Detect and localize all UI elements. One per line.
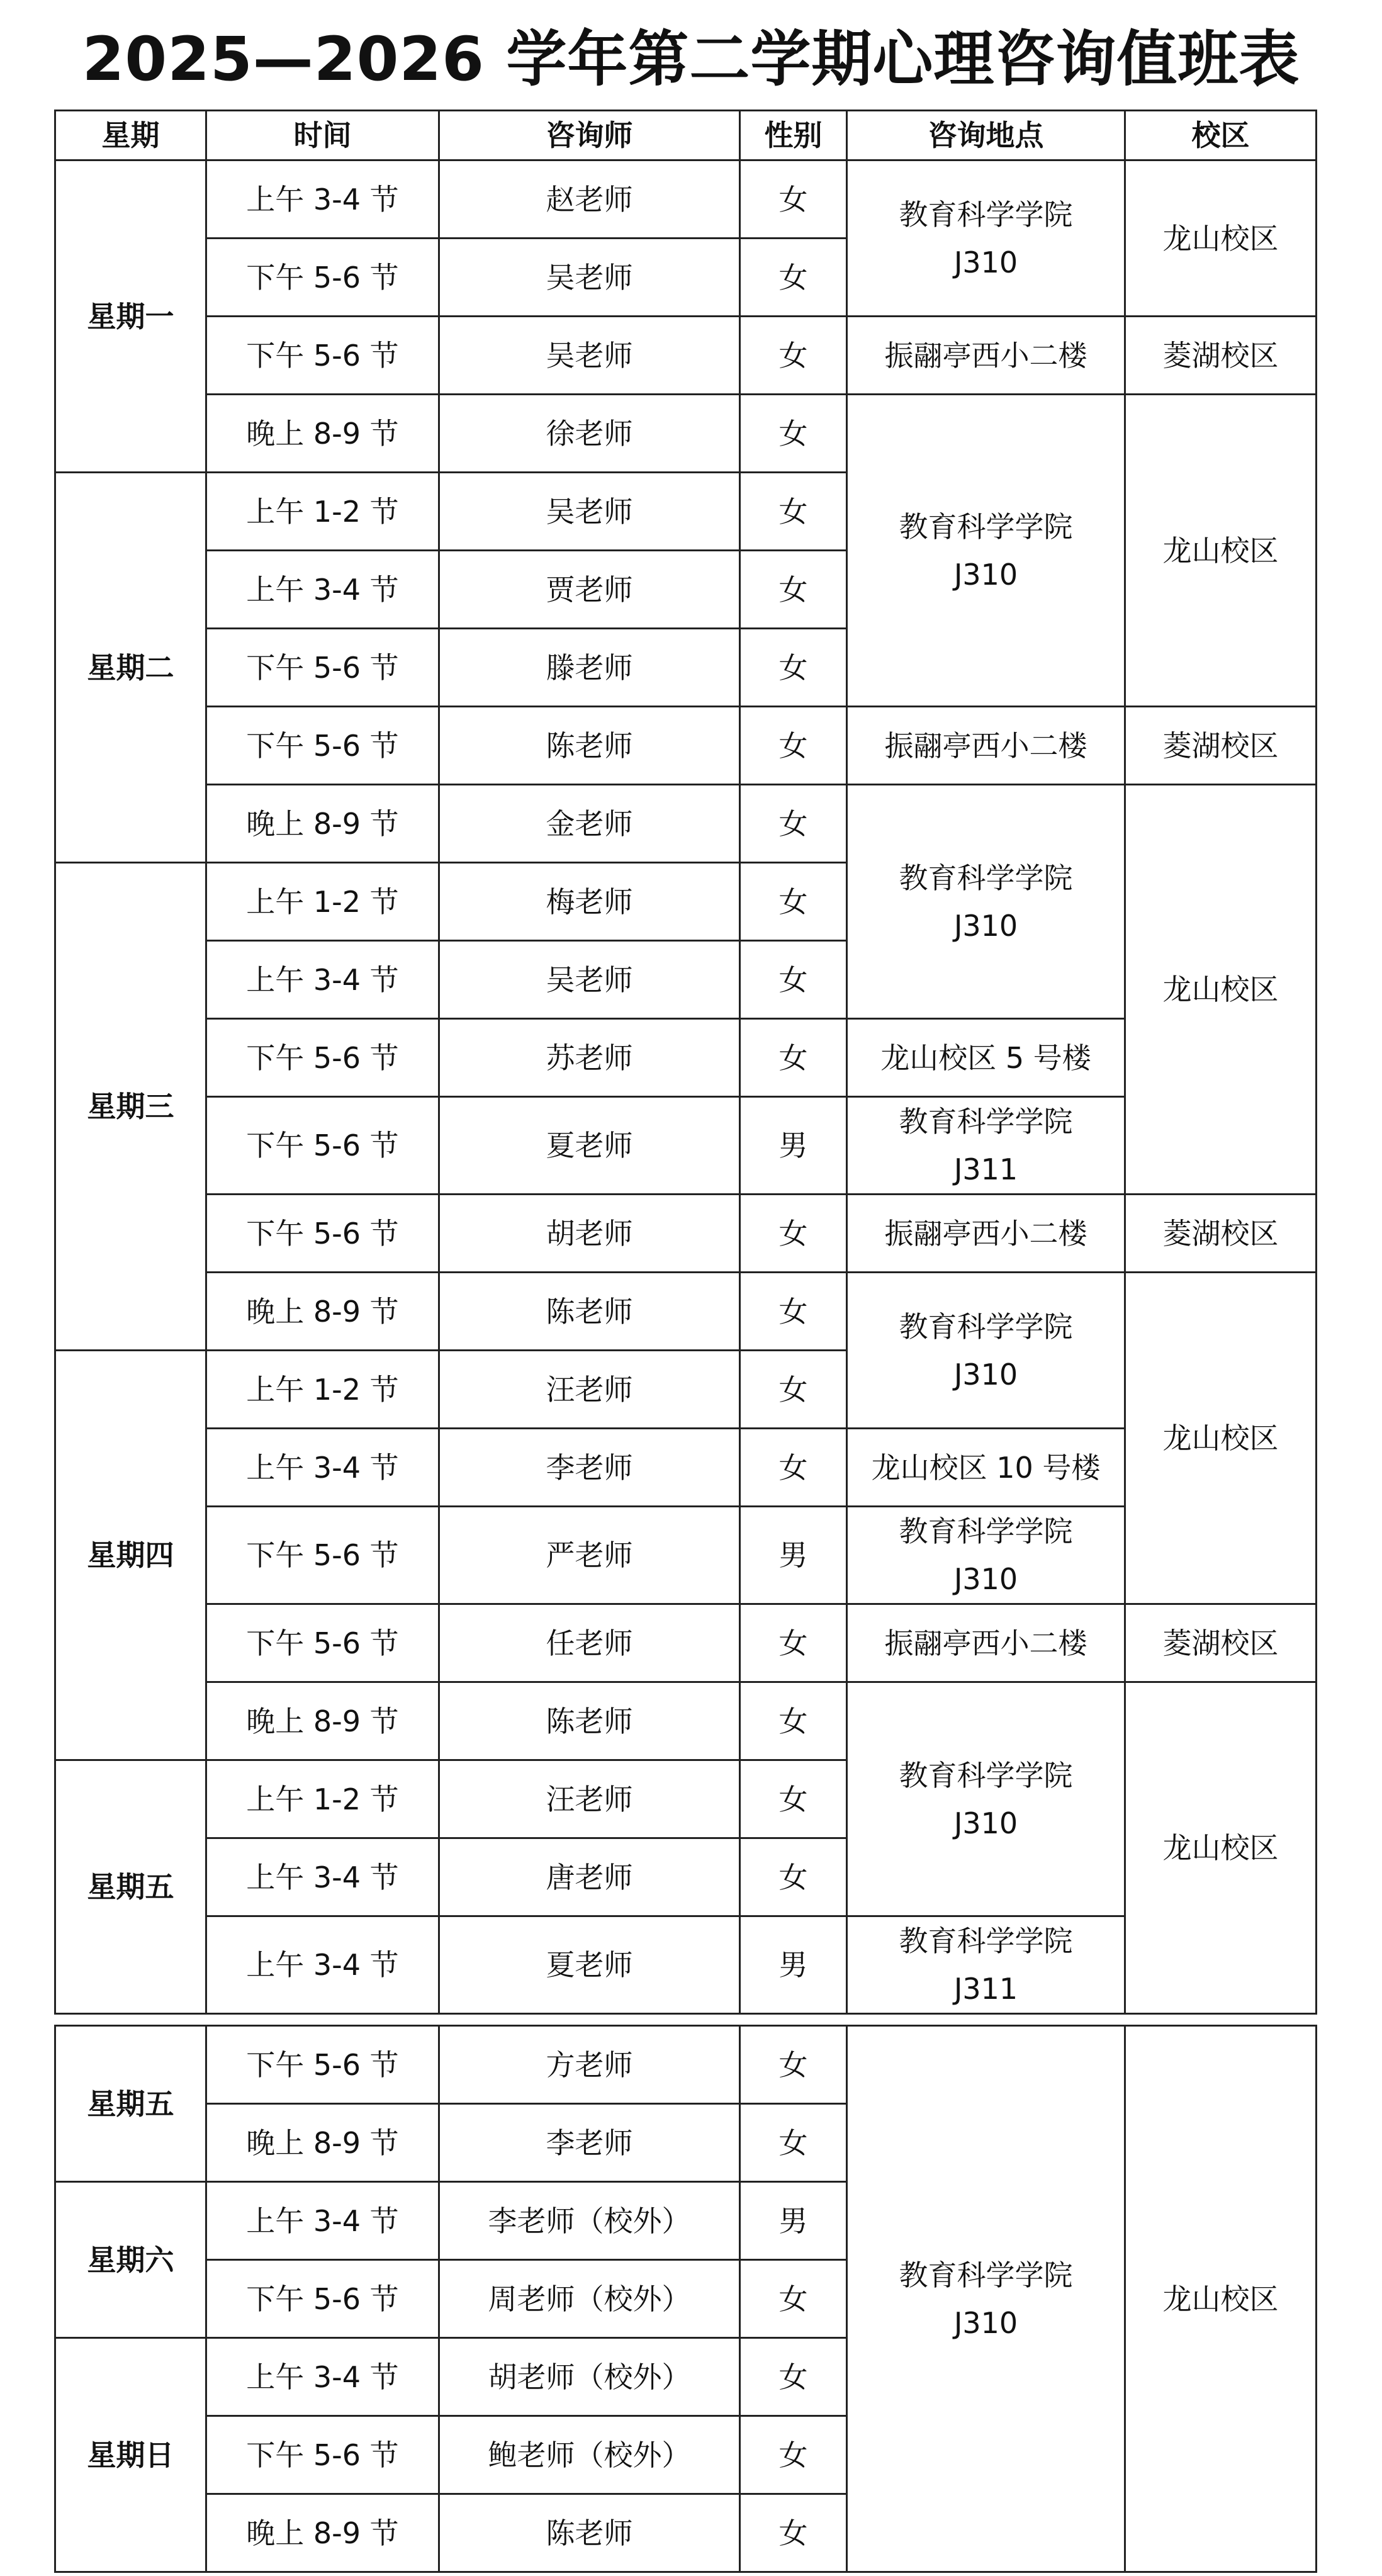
gender-cell: 女 xyxy=(740,941,847,1019)
campus-cell: 菱湖校区 xyxy=(1125,1604,1317,1682)
gender-cell: 女 xyxy=(740,2104,847,2182)
counselor-cell: 胡老师 xyxy=(439,1195,740,1273)
counselor-cell: 唐老师 xyxy=(439,1838,740,1916)
gender-cell: 女 xyxy=(740,1604,847,1682)
location-cell: 振翮亭西小二楼 xyxy=(847,317,1125,395)
time-cell: 下午 5-6 节 xyxy=(206,1195,439,1273)
time-cell: 下午 5-6 节 xyxy=(206,2416,439,2494)
campus-cell: 龙山校区 xyxy=(1125,1682,1317,2014)
counselor-cell: 金老师 xyxy=(439,785,740,863)
counselor-cell: 李老师（校外） xyxy=(439,2182,740,2260)
counselor-cell: 陈老师 xyxy=(439,1682,740,1760)
location-cell: 龙山校区 10 号楼 xyxy=(847,1429,1125,1507)
table-row xyxy=(55,1273,1317,1351)
location-cell: 教育科学学院 J310 xyxy=(847,160,1125,317)
gender-cell: 男 xyxy=(740,1916,847,2014)
counselor-cell: 周老师（校外） xyxy=(439,2260,740,2338)
time-cell: 上午 3-4 节 xyxy=(206,160,439,239)
day-cell-friday: 星期五 xyxy=(55,2026,206,2182)
gender-cell: 女 xyxy=(740,1273,847,1351)
day-cell-sunday: 星期日 xyxy=(55,2338,206,2572)
day-cell-monday: 星期一 xyxy=(55,160,206,473)
gender-cell: 女 xyxy=(740,395,847,473)
counselor-cell: 汪老师 xyxy=(439,1351,740,1429)
time-cell: 下午 5-6 节 xyxy=(206,2026,439,2104)
time-cell: 上午 3-4 节 xyxy=(206,551,439,629)
time-cell: 上午 3-4 节 xyxy=(206,2338,439,2416)
location-cell: 教育科学学院 J311 xyxy=(847,1916,1125,2014)
counselor-cell: 陈老师 xyxy=(439,1273,740,1351)
campus-cell: 龙山校区 xyxy=(1125,785,1317,1195)
header-campus: 校区 xyxy=(1125,111,1317,160)
table-row xyxy=(55,785,1317,863)
time-cell: 下午 5-6 节 xyxy=(206,239,439,317)
location-cell: 振翮亭西小二楼 xyxy=(847,1604,1125,1682)
table-row xyxy=(55,317,1317,395)
location-cell: 振翮亭西小二楼 xyxy=(847,707,1125,785)
time-cell: 下午 5-6 节 xyxy=(206,1507,439,1604)
day-cell-saturday: 星期六 xyxy=(55,2182,206,2338)
table-row xyxy=(55,2026,1317,2104)
header-time: 时间 xyxy=(206,111,439,160)
gender-cell: 女 xyxy=(740,1195,847,1273)
counselor-cell: 吴老师 xyxy=(439,239,740,317)
header-day: 星期 xyxy=(55,111,206,160)
campus-cell: 菱湖校区 xyxy=(1125,707,1317,785)
day-cell-thursday: 星期四 xyxy=(55,1351,206,1760)
counselor-cell: 吴老师 xyxy=(439,317,740,395)
gender-cell: 女 xyxy=(740,1760,847,1838)
gender-cell: 女 xyxy=(740,1838,847,1916)
time-cell: 晚上 8-9 节 xyxy=(206,1682,439,1760)
time-cell: 下午 5-6 节 xyxy=(206,1019,439,1097)
time-cell: 上午 1-2 节 xyxy=(206,863,439,941)
time-cell: 下午 5-6 节 xyxy=(206,1097,439,1195)
time-cell: 上午 3-4 节 xyxy=(206,1838,439,1916)
gender-cell: 女 xyxy=(740,2494,847,2572)
location-cell: 教育科学学院 J310 xyxy=(847,395,1125,707)
campus-cell: 菱湖校区 xyxy=(1125,317,1317,395)
location-cell: 教育科学学院 J310 xyxy=(847,785,1125,1019)
header-counselor: 咨询师 xyxy=(439,111,740,160)
gender-cell: 女 xyxy=(740,239,847,317)
time-cell: 晚上 8-9 节 xyxy=(206,785,439,863)
location-cell: 教育科学学院 J310 xyxy=(847,1273,1125,1429)
gender-cell: 女 xyxy=(740,863,847,941)
time-cell: 下午 5-6 节 xyxy=(206,1604,439,1682)
time-cell: 上午 1-2 节 xyxy=(206,1351,439,1429)
time-cell: 上午 3-4 节 xyxy=(206,1916,439,2014)
time-cell: 下午 5-6 节 xyxy=(206,2260,439,2338)
time-cell: 下午 5-6 节 xyxy=(206,707,439,785)
header-location: 咨询地点 xyxy=(847,111,1125,160)
day-cell-wednesday: 星期三 xyxy=(55,863,206,1351)
location-cell: 教育科学学院 J311 xyxy=(847,1097,1125,1195)
gender-cell: 女 xyxy=(740,1351,847,1429)
counselor-cell: 徐老师 xyxy=(439,395,740,473)
counselor-cell: 胡老师（校外） xyxy=(439,2338,740,2416)
counselor-cell: 吴老师 xyxy=(439,473,740,551)
counselor-cell: 严老师 xyxy=(439,1507,740,1604)
counselor-cell: 夏老师 xyxy=(439,1916,740,2014)
schedule-table-continued xyxy=(54,2025,1317,2573)
time-cell: 上午 3-4 节 xyxy=(206,1429,439,1507)
gender-cell: 女 xyxy=(740,2416,847,2494)
counselor-cell: 梅老师 xyxy=(439,863,740,941)
day-cell-tuesday: 星期二 xyxy=(55,473,206,863)
counselor-cell: 夏老师 xyxy=(439,1097,740,1195)
time-cell: 下午 5-6 节 xyxy=(206,317,439,395)
gender-cell: 女 xyxy=(740,2026,847,2104)
table-row xyxy=(55,1604,1317,1682)
table-row xyxy=(55,160,1317,239)
table-row xyxy=(55,395,1317,473)
location-cell: 教育科学学院 J310 xyxy=(847,2026,1125,2572)
counselor-cell: 滕老师 xyxy=(439,629,740,707)
gender-cell: 女 xyxy=(740,2338,847,2416)
time-cell: 上午 3-4 节 xyxy=(206,941,439,1019)
gender-cell: 男 xyxy=(740,1097,847,1195)
counselor-cell: 陈老师 xyxy=(439,707,740,785)
time-cell: 晚上 8-9 节 xyxy=(206,1273,439,1351)
gender-cell: 女 xyxy=(740,1682,847,1760)
counselor-cell: 李老师 xyxy=(439,2104,740,2182)
table-row xyxy=(55,1682,1317,1760)
time-cell: 上午 3-4 节 xyxy=(206,2182,439,2260)
gender-cell: 女 xyxy=(740,473,847,551)
counselor-cell: 方老师 xyxy=(439,2026,740,2104)
counselor-cell: 赵老师 xyxy=(439,160,740,239)
gender-cell: 女 xyxy=(740,707,847,785)
counselor-cell: 贾老师 xyxy=(439,551,740,629)
time-cell: 上午 1-2 节 xyxy=(206,473,439,551)
gender-cell: 女 xyxy=(740,629,847,707)
counselor-cell: 李老师 xyxy=(439,1429,740,1507)
page-title: 2025—2026 学年第二学期心理咨询值班表 xyxy=(82,24,1300,94)
table-header-row xyxy=(55,111,1317,160)
gender-cell: 男 xyxy=(740,1507,847,1604)
campus-cell: 龙山校区 xyxy=(1125,1273,1317,1604)
time-cell: 晚上 8-9 节 xyxy=(206,2104,439,2182)
gender-cell: 女 xyxy=(740,551,847,629)
campus-cell: 龙山校区 xyxy=(1125,160,1317,317)
location-cell: 龙山校区 5 号楼 xyxy=(847,1019,1125,1097)
schedule-table xyxy=(54,110,1317,2015)
counselor-cell: 吴老师 xyxy=(439,941,740,1019)
counselor-cell: 陈老师 xyxy=(439,2494,740,2572)
gender-cell: 女 xyxy=(740,785,847,863)
header-gender: 性别 xyxy=(740,111,847,160)
location-cell: 教育科学学院 J310 xyxy=(847,1682,1125,1916)
counselor-cell: 任老师 xyxy=(439,1604,740,1682)
location-cell: 教育科学学院 J310 xyxy=(847,1507,1125,1604)
gender-cell: 女 xyxy=(740,317,847,395)
gender-cell: 女 xyxy=(740,2260,847,2338)
gender-cell: 男 xyxy=(740,2182,847,2260)
gender-cell: 女 xyxy=(740,1019,847,1097)
counselor-cell: 苏老师 xyxy=(439,1019,740,1097)
campus-cell: 龙山校区 xyxy=(1125,2026,1317,2572)
gender-cell: 女 xyxy=(740,160,847,239)
campus-cell: 龙山校区 xyxy=(1125,395,1317,707)
day-cell-friday: 星期五 xyxy=(55,1760,206,2014)
time-cell: 下午 5-6 节 xyxy=(206,629,439,707)
gender-cell: 女 xyxy=(740,1429,847,1507)
time-cell: 晚上 8-9 节 xyxy=(206,2494,439,2572)
location-cell: 振翮亭西小二楼 xyxy=(847,1195,1125,1273)
counselor-cell: 鲍老师（校外） xyxy=(439,2416,740,2494)
counselor-cell: 汪老师 xyxy=(439,1760,740,1838)
time-cell: 上午 1-2 节 xyxy=(206,1760,439,1838)
time-cell: 晚上 8-9 节 xyxy=(206,395,439,473)
table-row xyxy=(55,1195,1317,1273)
table-row xyxy=(55,707,1317,785)
campus-cell: 菱湖校区 xyxy=(1125,1195,1317,1273)
